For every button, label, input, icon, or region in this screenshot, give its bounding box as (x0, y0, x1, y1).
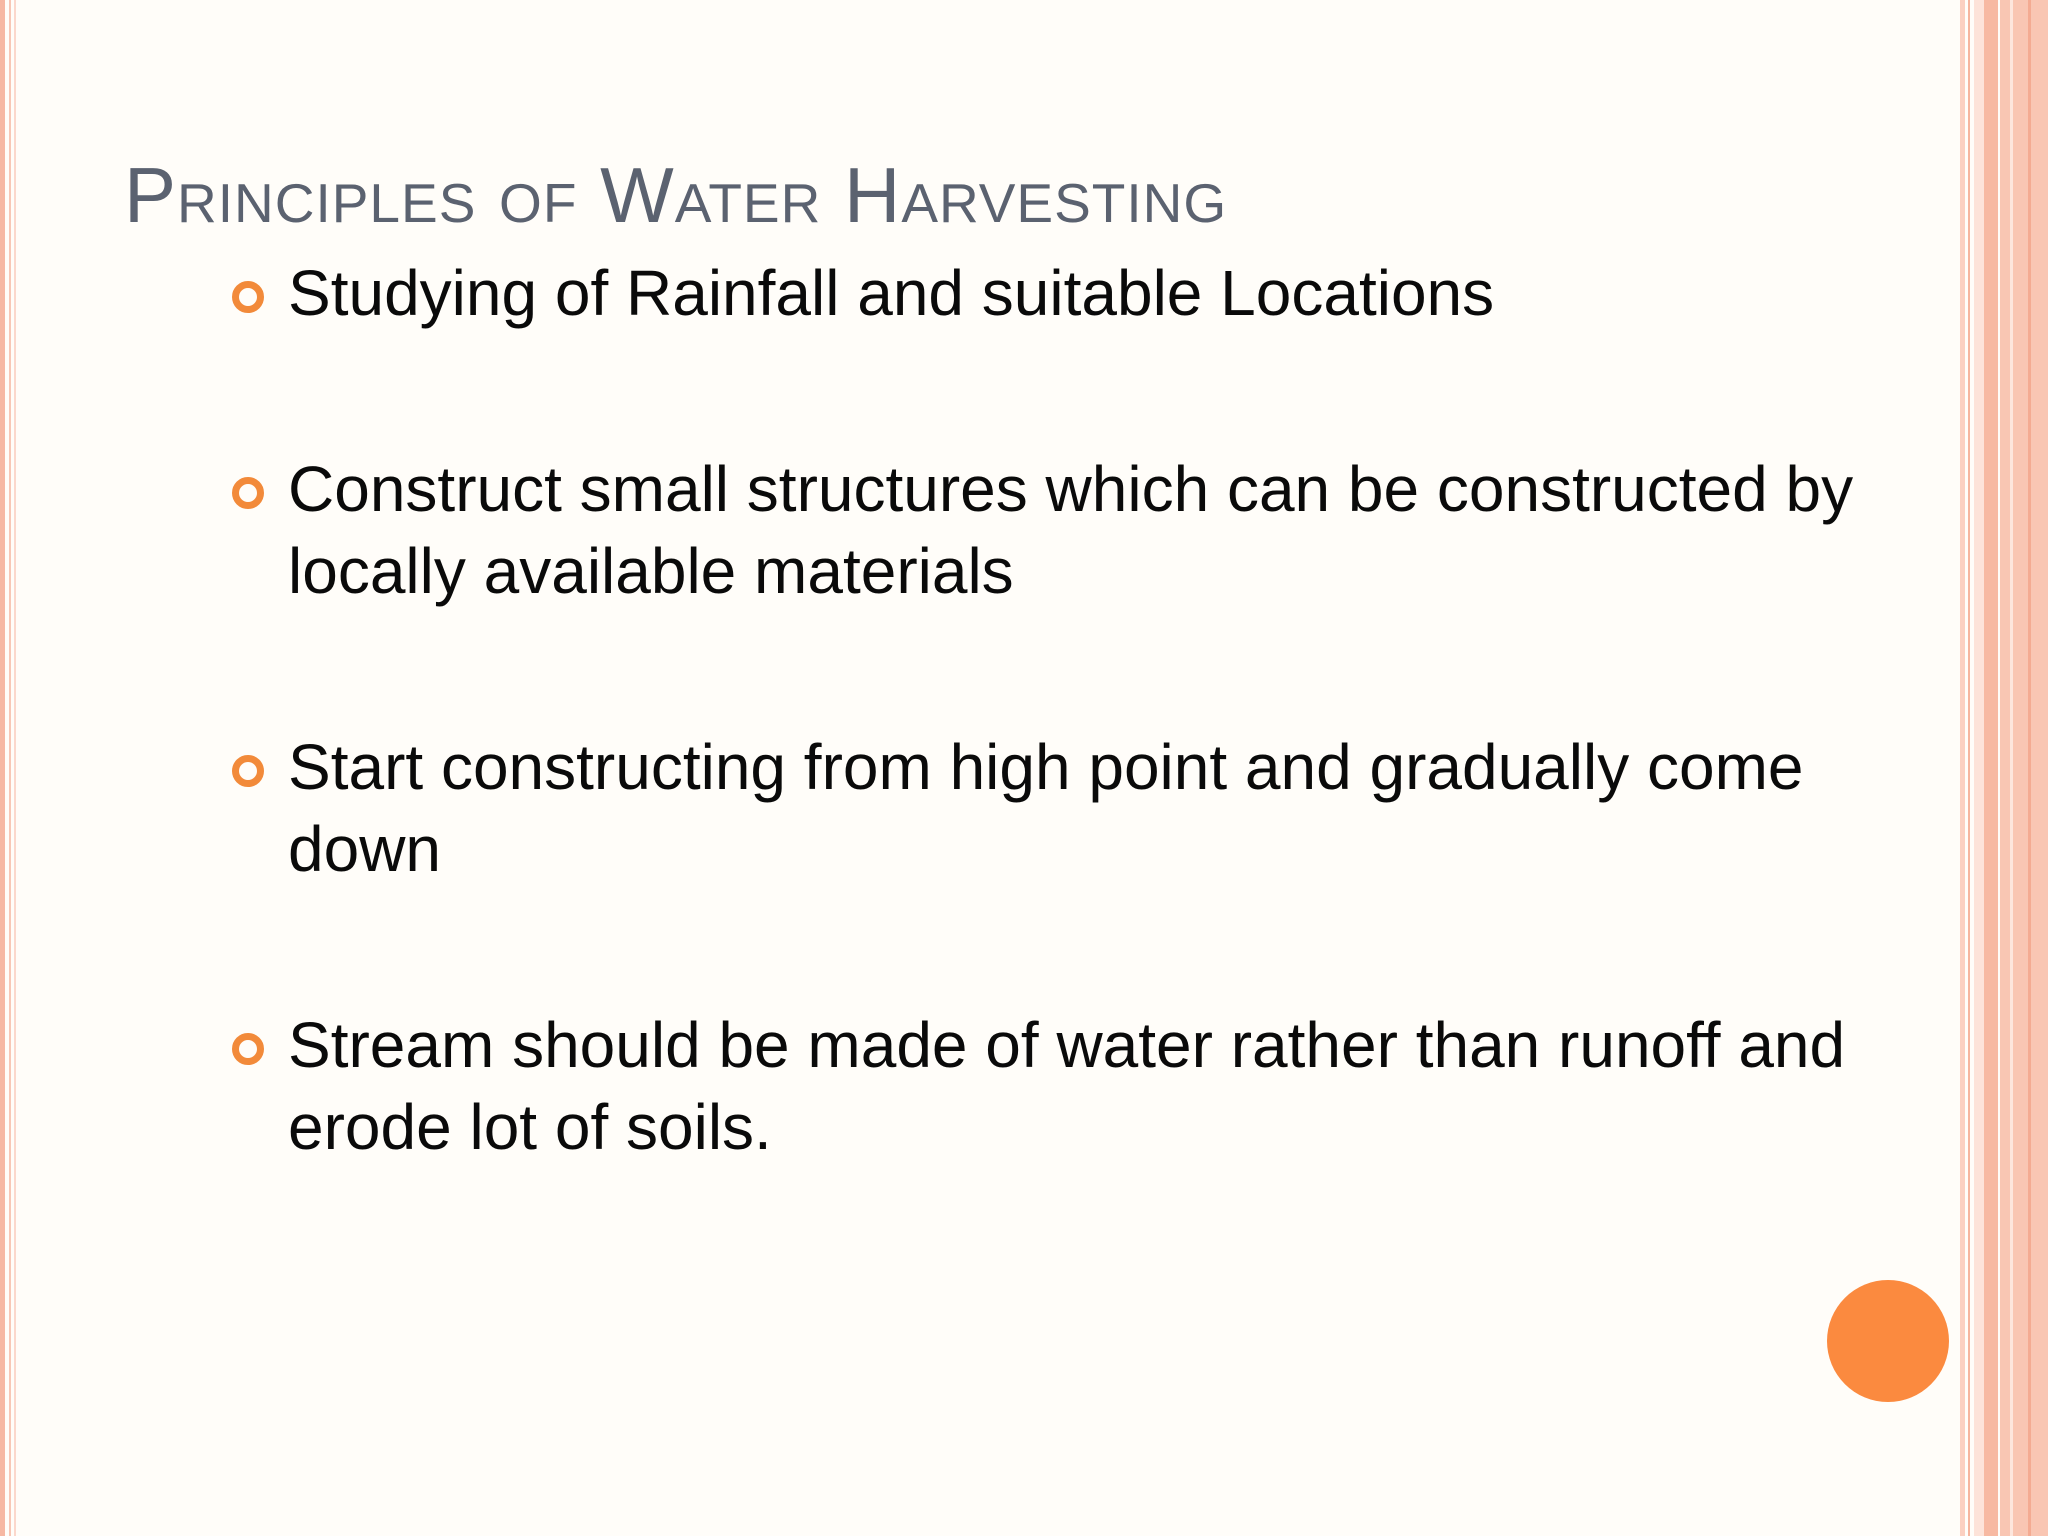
left-border-stripe (14, 0, 16, 1536)
bullet-item (232, 252, 1932, 334)
left-border-stripe (0, 0, 5, 1536)
ring-bullet-icon (232, 477, 264, 509)
bullet-item (232, 448, 1932, 612)
right-border-stripe (2000, 0, 2048, 1536)
slide-title: Principles of Water Harvesting (124, 151, 1228, 239)
right-border-stripe (1960, 0, 1965, 1536)
bullet-list (232, 252, 1932, 1282)
right-border-stripe (1974, 0, 1984, 1536)
orange-circle-decoration (1827, 1280, 1949, 1402)
bullet-text: Studying of Rainfall and suitable Locations (288, 257, 1495, 329)
bullet-text: Start constructing from high point and gradually come down (288, 731, 1804, 885)
ring-bullet-icon (232, 281, 264, 313)
right-border-stripe (2010, 0, 2013, 1536)
right-border-stripe (1968, 0, 1970, 1536)
bullet-item (232, 1004, 1932, 1168)
ring-bullet-icon (232, 755, 264, 787)
right-border-stripe (2028, 0, 2031, 1536)
bullet-text: Stream should be made of water rather than runoff and erode lot of soils. (288, 1009, 1846, 1163)
right-border-stripe (1984, 0, 1998, 1536)
ring-bullet-icon (232, 1033, 264, 1065)
left-border-stripe (9, 0, 11, 1536)
bullet-item (232, 726, 1932, 890)
bullet-text: Construct small structures which can be constructed by locally available materials (288, 453, 1854, 607)
